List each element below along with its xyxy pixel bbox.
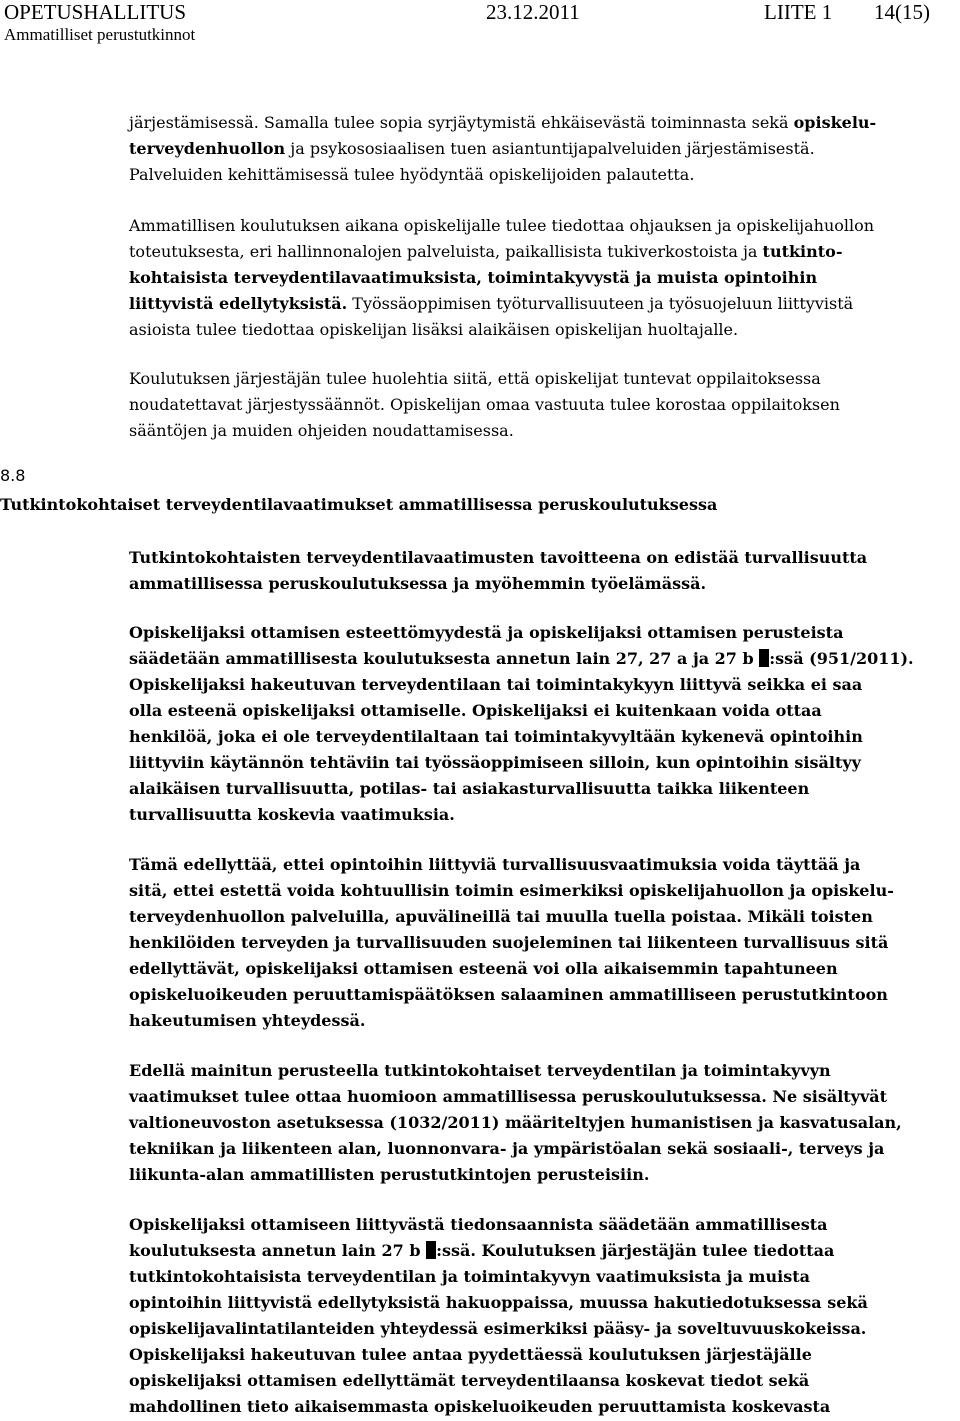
paragraph-line: opiskeluoikeuden peruuttamispäätöksen salaaminen ammatilliseen perustutkintoon (129, 985, 888, 1004)
paragraph-line: opiskelijavalintatilanteiden yhteydessä esimerkiksi pääsy- ja soveltuvuuskokeissa. (129, 1319, 867, 1338)
paragraph-line: liittyviin käytännön tehtäviin tai työssäoppimiseen silloin, kun opintoihin sisältyy (129, 753, 861, 772)
paragraph-6 (129, 852, 949, 1034)
text-span: ja psykososiaalisen tuen asiantuntijapalveluiden järjestämisestä. (285, 139, 815, 158)
paragraph-line: alaikäisen turvallisuutta, potilas- tai asiakasturvallisuutta taikka liikenteen (129, 779, 810, 798)
paragraph-line: sitä, ettei estettä voida kohtuullisin toimin esimerkiksi opiskelijahuollon ja opiskelu- (129, 881, 894, 900)
text-span: Työssäoppimisen työturvallisuuteen ja työsuojeluun liittyvistä (347, 294, 854, 313)
paragraph-4 (129, 545, 949, 597)
paragraph-line (129, 239, 949, 265)
paragraph-line: opiskelijaksi ottamisen edellyttämät terveydentilaansa koskevat tiedot sekä (129, 1371, 810, 1390)
text-span: :ssä (951/2011). (769, 649, 914, 668)
paragraph-line: vaatimukset tulee ottaa huomioon ammatillisessa peruskoulutuksessa. Ne sisältyvät (129, 1087, 888, 1106)
paragraph-line: Opiskelijaksi hakeutuvan terveydentilaan tai toimintakykyyn liittyvä seikka ei saa (129, 675, 863, 694)
redaction-mark (426, 1241, 436, 1259)
paragraph-line: turvallisuutta koskevia vaatimuksia. (129, 805, 455, 824)
paragraph-line: ammatillisessa peruskoulutuksessa ja myöhemmin työelämässä. (129, 574, 707, 593)
paragraph-line: kohtaisista terveydentilavaatimuksista, toimintakyvystä ja muista opintoihin (129, 268, 818, 287)
paragraph-line: Edellä mainitun perusteella tutkintokohtaiset terveydentilan ja toimintakyvyn (129, 1061, 831, 1080)
section-title: Tutkintokohtaiset terveydentilavaatimukset ammatillisessa peruskoulutuksessa (0, 495, 718, 514)
paragraph-line: henkilöiden terveyden ja turvallisuuden suojeleminen tai liikenteen turvallisuus sitä (129, 933, 889, 952)
paragraph-line: noudatettavat järjestyssäännöt. Opiskelijan omaa vastuuta tulee korostaa oppilaitoksen (129, 395, 840, 414)
paragraph-line: opintoihin liittyvistä edellytyksistä hakuoppaissa, muussa hakutiedotuksessa sekä (129, 1293, 868, 1312)
paragraph-line: Ammatillisen koulutuksen aikana opiskelijalle tulee tiedottaa ohjauksen ja opiskelijahuollon (129, 216, 875, 235)
paragraph-7 (129, 1058, 949, 1188)
text-span: säädetään ammatillisesta koulutuksesta annetun lain 27, 27 a ja 27 b (129, 649, 760, 668)
header-date: 23.12.2011 (486, 0, 580, 24)
paragraph-2 (129, 213, 949, 343)
paragraph-line: valtioneuvoston asetuksessa (1032/2011) määriteltyjen humanistisen ja kasvatusalan, (129, 1113, 902, 1132)
paragraph-line: Tutkintokohtaisten terveydentilavaatimusten tavoitteena on edistää turvallisuutta (129, 548, 868, 567)
paragraph-line (129, 646, 949, 672)
bold-text: liittyvistä edellytyksistä. (129, 294, 348, 313)
paragraph-line: mahdollinen tieto aikaisemmasta opiskeluoikeuden peruuttamista koskevasta (129, 1397, 831, 1416)
paragraph-line: Palveluiden kehittämisessä tulee hyödyntää opiskelijoiden palautetta. (129, 165, 695, 184)
paragraph-line: sääntöjen ja muiden ohjeiden noudattamisessa. (129, 421, 514, 440)
paragraph-line: edellyttävät, opiskelijaksi ottamisen esteenä voi olla aikaisemmin tapahtuneen (129, 959, 838, 978)
text-span: koulutuksesta annetun lain 27 b (129, 1241, 427, 1260)
paragraph-line (129, 291, 949, 317)
paragraph-line: terveydenhuollon palveluilla, apuvälineillä tai muulla tuella poistaa. Mikäli toisten (129, 907, 873, 926)
paragraph-line (129, 136, 949, 162)
paragraph-line: Opiskelijaksi hakeutuvan tulee antaa pyydettäessä koulutuksen järjestäjälle (129, 1345, 812, 1364)
text-span: :ssä. Koulutuksen järjestäjän tulee tiedottaa (436, 1241, 835, 1260)
paragraph-line: olla esteenä opiskelijaksi ottamiselle. Opiskelijaksi ei kuitenkaan voida ottaa (129, 701, 822, 720)
paragraph-line: tutkintokohtaisista terveydentilan ja toimintakyvyn vaatimuksista ja muista (129, 1267, 810, 1286)
section-number: 8.8 (0, 466, 26, 485)
paragraph-3 (129, 366, 949, 444)
paragraph-line: Koulutuksen järjestäjän tulee huolehtia siitä, että opiskelijat tuntevat oppilaitoksessa (129, 369, 821, 388)
paragraph-line: asioista tulee tiedottaa opiskelijan lisäksi alaikäisen opiskelijan huoltajalle. (129, 320, 739, 339)
bold-text: opiskelu- (793, 113, 877, 132)
paragraph-5 (129, 620, 949, 828)
text-span: järjestämisessä. Samalla tulee sopia syrjäytymistä ehkäisevästä toiminnasta sekä (129, 113, 794, 132)
bold-text: tutkinto- (762, 242, 843, 261)
paragraph-line: liikunta-alan ammatillisten perustutkintojen perusteisiin. (129, 1165, 650, 1184)
paragraph-line: henkilöä, joka ei ole terveydentilaltaan tai toimintakyvyltään kykenevä opintoihin (129, 727, 863, 746)
paragraph-line: Tämä edellyttää, ettei opintoihin liittyviä turvallisuusvaatimuksia voida täyttää ja (129, 855, 861, 874)
paragraph-line (129, 110, 949, 136)
paragraph-1 (129, 110, 949, 188)
header-page-number: 14(15) (874, 0, 930, 24)
paragraph-8 (129, 1212, 949, 1420)
paragraph-line: tekniikan ja liikenteen alan, luonnonvara- ja ympäristöalan sekä sosiaali-, terveys ja (129, 1139, 885, 1158)
text-span: toteutuksesta, eri hallinnonalojen palveluista, paikallisista tukiverkostoista ja (129, 242, 763, 261)
redaction-mark (759, 649, 769, 667)
paragraph-line: Opiskelijaksi ottamisen esteettömyydestä ja opiskelijaksi ottamisen perusteista (129, 623, 844, 642)
paragraph-line (129, 1238, 949, 1264)
header-org: OPETUSHALLITUS (4, 0, 186, 24)
paragraph-line: hakeutumisen yhteydessä. (129, 1011, 366, 1030)
header-annex: LIITE 1 (764, 0, 833, 24)
paragraph-line: Opiskelijaksi ottamiseen liittyvästä tiedonsaannista säädetään ammatillisesta (129, 1215, 828, 1234)
header-subtitle: Ammatilliset perustutkinnot (4, 25, 196, 44)
bold-text: terveydenhuollon (129, 139, 286, 158)
